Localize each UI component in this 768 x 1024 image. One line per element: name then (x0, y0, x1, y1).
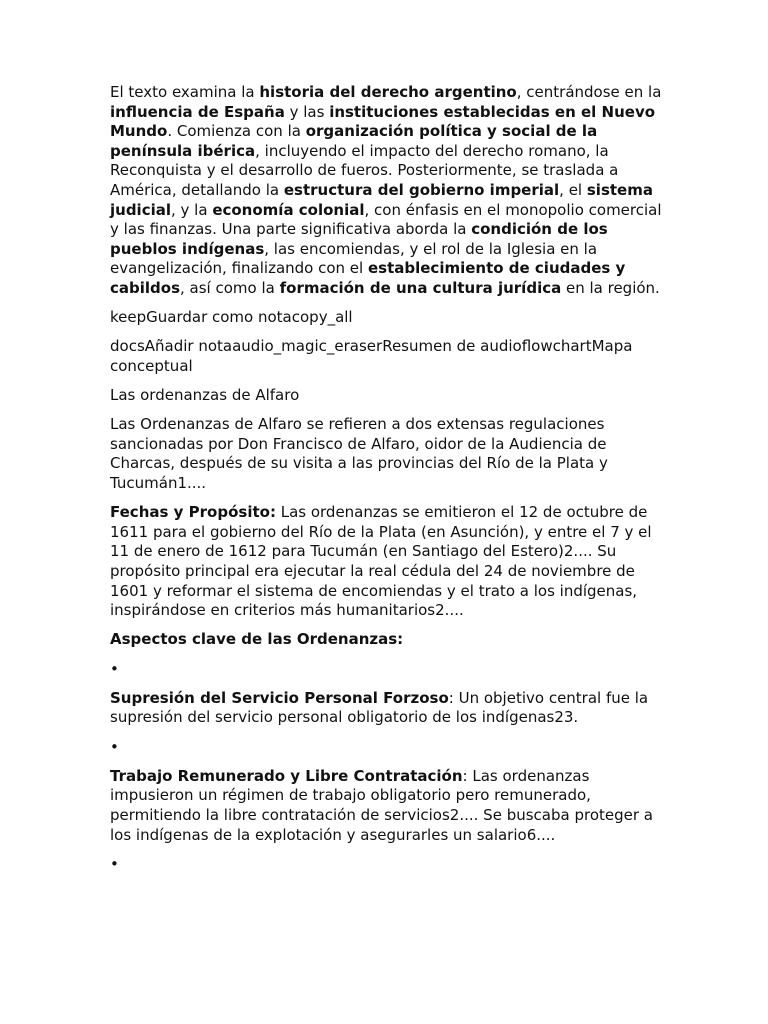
summary-paragraph (110, 83, 662, 299)
bold-phrase: instituciones establecidas en el Nuevo Mundo (110, 102, 656, 141)
tools-actions-line: docsAñadir notaaudio_magic_eraserResumen de audioflowchartMapa conceptual (110, 337, 633, 375)
fechas-paragraph (110, 503, 662, 621)
bold-phrase: estructura del gobierno imperial (283, 180, 560, 199)
list-item-trabajo (110, 767, 662, 845)
bold-phrase: influencia de España (110, 102, 285, 121)
text-run: , el (559, 180, 587, 199)
bullet-marker: • (110, 659, 119, 678)
text-run: , así como la (180, 278, 280, 297)
text-run: , con énfasis en el monopolio comercial y las finanzas. Una parte significativa aborda la (110, 200, 662, 239)
bold-phrase: condición de los pueblos indígenas (110, 220, 608, 258)
bold-phrase: Trabajo Remunerado y Libre Contratación (110, 766, 463, 785)
intro-paragraph: Las Ordenanzas de Alfaro se refieren a dos extensas regulaciones sancionadas por Don Francisco de Alfaro, oidor de la Audiencia de Charcas, después de su visita a las provincias del Río de la Plata y Tucumán1.... (110, 415, 608, 493)
aspectos-heading: Aspectos clave de las Ordenanzas: (110, 630, 404, 649)
text-run: , centrándose en la (516, 83, 662, 101)
text-run: : Un objetivo central fue la supresión del servicio personal obligatorio de los indígenas23. (110, 688, 649, 727)
text-run: , las encomiendas, y el rol de la Iglesia en la evangelización, finalizando con el (110, 239, 598, 278)
text-run: y las (284, 102, 330, 121)
bold-phrase: economía colonial (212, 200, 365, 219)
text-run: : Las ordenanzas impusieron un régimen de trabajo obligatorio pero remunerado, permitiendo la libre contratación de servicios2.... Se buscaba proteger a los indígenas de la explotación y asegurarles un salario6.... (110, 766, 653, 844)
text-run: , y la (171, 200, 213, 219)
bold-phrase: formación de una cultura jurídica (279, 278, 562, 297)
document-body (110, 83, 662, 884)
bullet-marker: • (110, 854, 119, 873)
bold-phrase: Fechas y Propósito: (110, 503, 276, 522)
section-title: Las ordenanzas de Alfaro (110, 386, 300, 405)
text-run: , incluyendo el impacto del derecho romano, la Reconquista y el desarrollo de fueros. Posteriormente, se traslada a América, detallando la (110, 141, 619, 199)
bold-phrase: sistema judicial (110, 180, 653, 219)
bold-phrase: establecimiento de ciudades y cabildos (110, 259, 626, 297)
bold-phrase: organización política y social de la península ibérica (110, 122, 598, 160)
bullet-marker: • (110, 737, 119, 756)
list-item-supresion (110, 689, 662, 728)
text-run: . Comienza con la (167, 122, 306, 141)
note-actions-line: keepGuardar como notacopy_all (110, 308, 353, 327)
text-run: Las ordenanzas se emitieron el 12 de octubre de 1611 para el gobierno del Río de la Plata (en Asunción), y entre el 7 y el 11 de enero de 1612 para Tucumán (en Santiago del Estero)2.... Su propósito principal era ejecutar la real cédula del 24 de noviembre de 1601 y reformar el sistema de encomiendas y el trato a los indígenas, inspirándose en criterios más humanitarios2.... (110, 503, 652, 620)
bold-phrase: Supresión del Servicio Personal Forzoso (110, 688, 449, 707)
text-run: El texto examina la (110, 83, 260, 101)
text-run: en la región. (561, 278, 660, 297)
bold-phrase: historia del derecho argentino (259, 83, 517, 101)
